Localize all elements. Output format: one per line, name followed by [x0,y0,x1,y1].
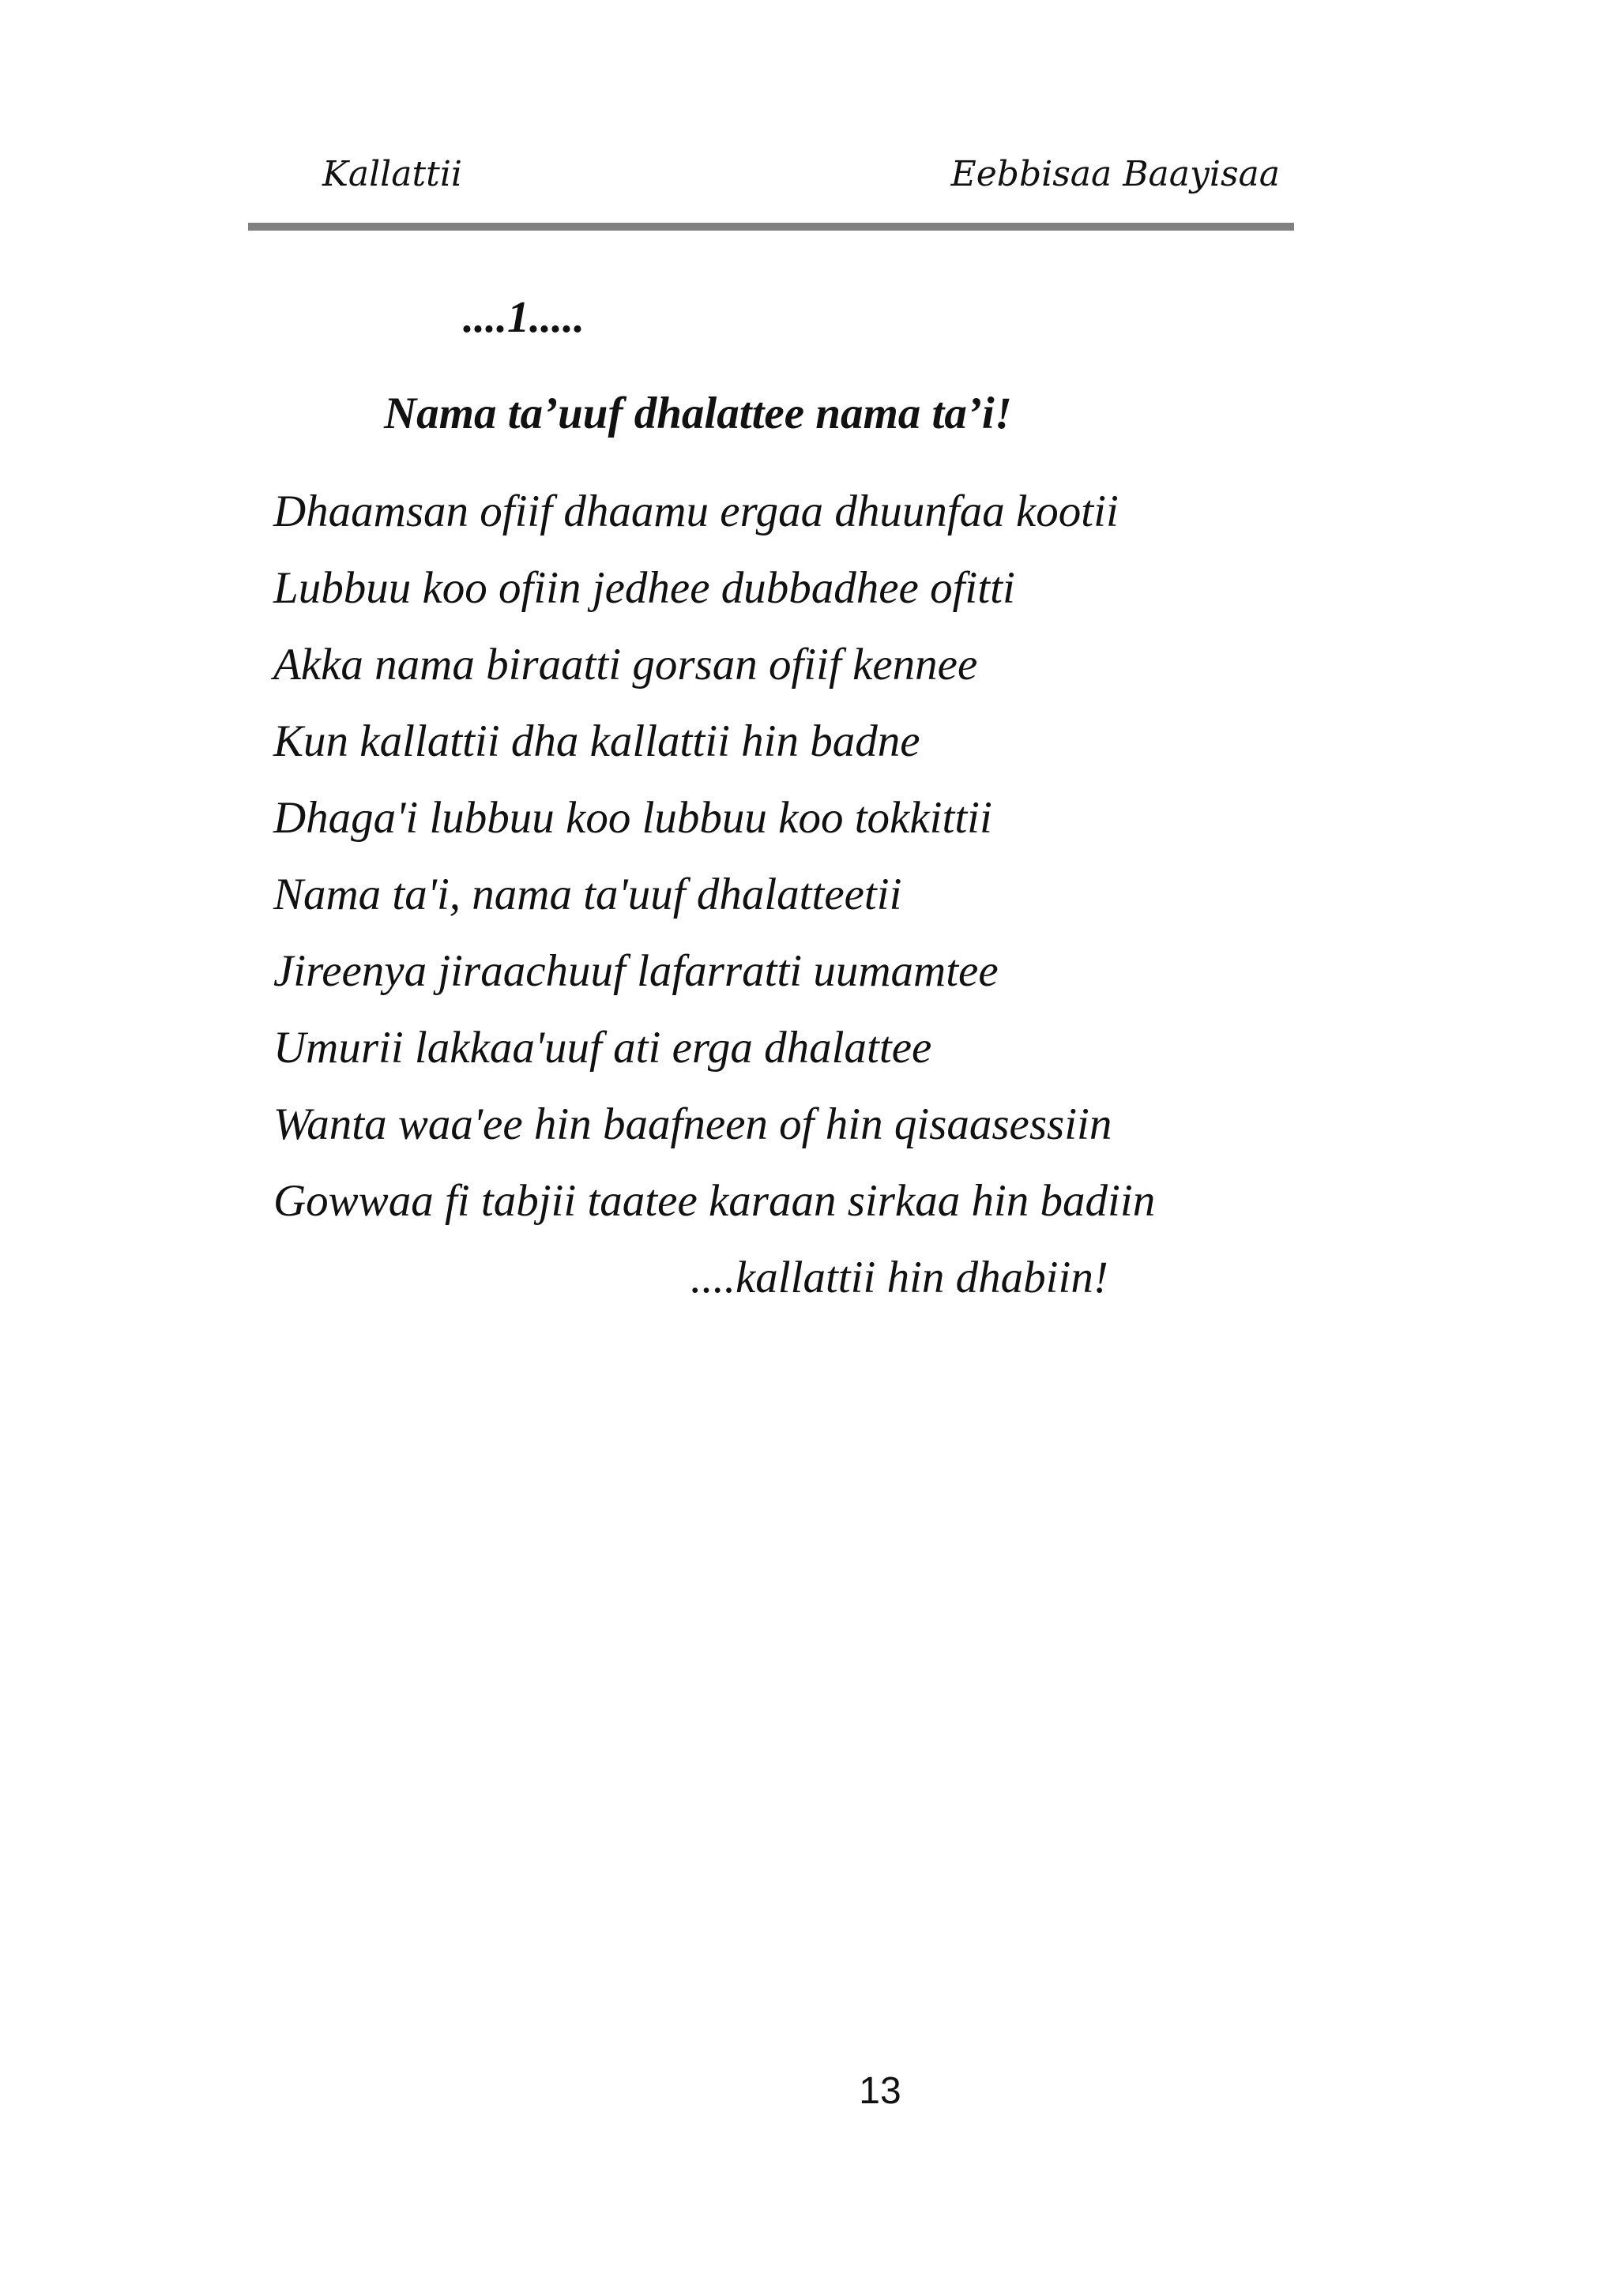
running-header [322,147,1280,202]
book-title: Kallattii [322,154,462,194]
poem-body [273,480,1300,1246]
poem-number: ....1..... [463,293,585,342]
author-name: Eebbisaa Baayisaa [950,154,1280,194]
poem-line: Gowwaa fi tabjii taatee karaan sirkaa hin badiin [273,1176,1156,1226]
poem-line: Akka nama biraatti gorsan ofiif kennee [273,640,978,690]
poem-line: Jireenya jiraachuuf lafarratti uumamtee [273,946,999,996]
poem-line: Umurii lakkaa'uuf ati erga dhalattee [273,1023,932,1073]
poem-line: Lubbuu koo ofiin jedhee dubbadhee ofitti [273,563,1015,613]
poem-title: Nama ta’uuf dhalattee nama ta’i! [384,389,1012,438]
poem-line: Dhaamsan ofiif dhaamu ergaa dhuunfaa kootii [273,487,1119,536]
poem-line: Dhaga'i lubbuu koo lubbuu koo tokkittii [273,793,992,843]
poem-line: Nama ta'i, nama ta'uuf dhalatteetii [273,870,902,919]
header-divider [248,223,1294,231]
page-number: 13 [859,2070,901,2112]
poem-closing-line: ....kallattii hin dhabiin! [690,1253,1108,1302]
poem-line: Kun kallattii dha kallattii hin badne [273,716,920,766]
poem-line: Wanta waa'ee hin baafneen of hin qisaasessiin [273,1099,1112,1149]
